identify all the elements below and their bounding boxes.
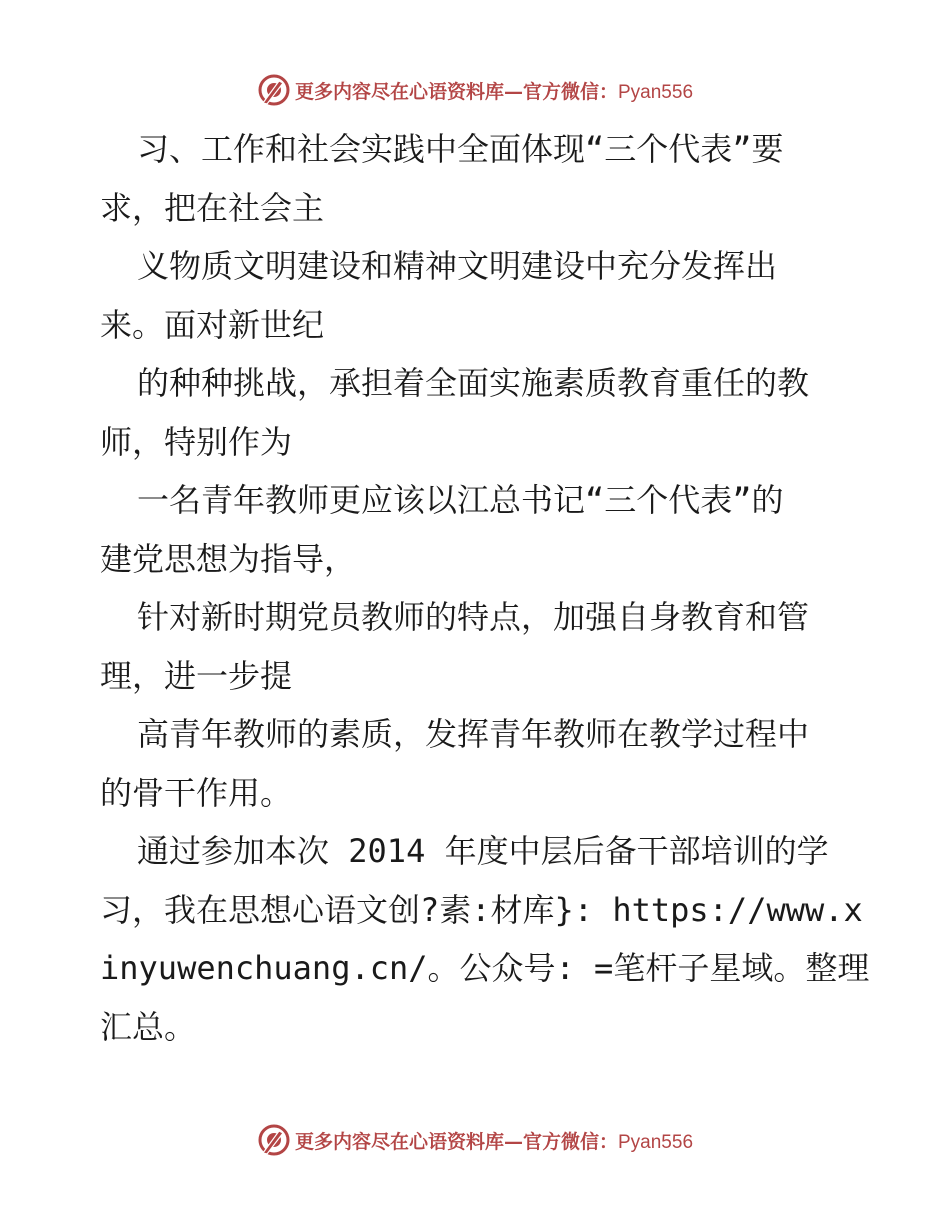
text-line: 习、工作和社会实践中全面体现“三个代表”要 xyxy=(137,130,784,168)
text-line: 求，把在社会主 xyxy=(100,188,325,227)
text-line: 师，特别作为 xyxy=(100,422,293,461)
footer-official: 官方微信： xyxy=(522,1130,618,1153)
text-line: 义物质文明建设和精神文明建设中充分发挥出 xyxy=(137,247,778,285)
text-line: 的骨干作用。 xyxy=(100,773,293,812)
text-line: 针对新时期党员教师的特点，加强自身教育和管 xyxy=(137,598,810,636)
header-dash: — xyxy=(503,80,523,103)
footer-wechat-id: Pyan556 xyxy=(618,1131,694,1153)
header-official: 官方微信： xyxy=(522,80,618,103)
footer-banner xyxy=(0,1120,950,1160)
header-banner xyxy=(0,70,950,110)
text-line: 通过参加本次 2014 年度中层后备干部培训的学 xyxy=(137,832,829,870)
text-line: 一名青年教师更应该以江总书记“三个代表”的 xyxy=(137,481,784,519)
text-line: inyuwenchuang.cn/。公众号: =笔杆子星域。整理 xyxy=(100,949,870,987)
header-text xyxy=(295,77,693,104)
footer-dash: — xyxy=(503,1130,523,1153)
text-line: 理，进一步提 xyxy=(100,656,293,695)
header-title: 更多内容尽在心语资料库 xyxy=(294,80,504,103)
header-wechat-id: Pyan556 xyxy=(618,81,694,103)
text-line: 习，我在思想心语文创?素:材库}: https://www.x xyxy=(100,890,863,929)
document-body xyxy=(100,120,870,1056)
text-line: 汇总。 xyxy=(100,1007,197,1046)
footer-text xyxy=(295,1127,693,1154)
quill-logo-icon xyxy=(257,73,291,107)
text-line: 高青年教师的素质，发挥青年教师在教学过程中 xyxy=(137,715,810,753)
text-line: 来。面对新世纪 xyxy=(100,305,325,344)
text-line: 建党思想为指导， xyxy=(100,539,357,578)
footer-title: 更多内容尽在心语资料库 xyxy=(294,1130,504,1153)
text-line: 的种种挑战，承担着全面实施素质教育重任的教 xyxy=(137,364,810,402)
quill-logo-icon xyxy=(257,1123,291,1157)
